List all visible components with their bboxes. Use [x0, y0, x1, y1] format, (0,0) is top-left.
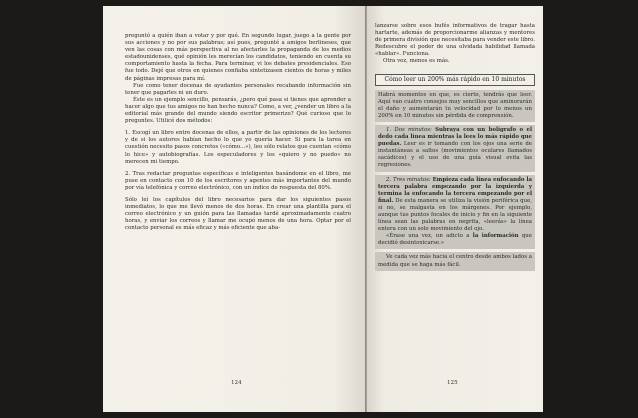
tip-label: 2. Tres minutos: — [386, 176, 431, 183]
paragraph: lanzarse sobre esos bufés informativos de tragar hasta hartarte, además de proporcionarme alianzas y mentores de primera división que necesitaba para vender este libro. Redescubre el poder de una olvidada habilidad llamada «hablar». Funciona. — [375, 23, 535, 58]
box-intro: Habrá momentos en que, es cierto, tendrás que leer. Aquí van cuatro consejos muy sencillos que aminorarán el daño y aumentarán tu velocidad por lo menos un 200% en 10 minutos sin pérdida de comprensión. — [378, 91, 532, 119]
paragraph: Fue como tener docenas de ayudantes personales recabando información sin tener que pagarles ni un duro. — [125, 82, 351, 96]
paragraph: Éste es un ejemplo sencillo, pensarás, ¿pero qué pasa si tienes que aprender a hacer algo que tus amigos no han hecho nunca? Como, a ver, ¿vender un libro a la editorial más grande del mundo siendo escritor primerizo? Qué curioso que lo preguntes. Utilicé dos métodos: — [125, 96, 351, 125]
tip-bold: Empieza cada línea enfocando la tercera palabra empezando por la izquierda y termina la enfocando la tercera empezando por el final. — [378, 176, 532, 204]
box-section — [375, 90, 535, 122]
paragraph: preguntó a quién iban a votar y por qué. En segundo lugar, juego a la gente por sus acciones y no por sus palabras; así pues, pregunté a amigos berlineses, que ven las cosas con más perspectiva al no afectarles la propaganda de los medios estadounidenses, qué opinión les merecían los candidatos, teniendo en cuenta su comportamiento hasta la fecha. Para terminar, vi los debates presidenciales. Eso fue todo. Dejé que otros en quienes confiaba sintetizasen cientos de horas y miles de páginas impresas para mí. — [125, 33, 351, 82]
tip-label: 1. Dos minutos: — [386, 126, 432, 133]
box-section — [375, 175, 535, 250]
list-item: 2. Tras redactar preguntas específicas e inteligentes basándome en el libro, me puse en contacto con 10 de los escritores y agentes más importantes del mundo por vía telefónica y correo electrónico, con un índice de respuesta del 80%. — [125, 170, 351, 191]
example-quote — [378, 233, 532, 247]
box-outro: Ve cada vez más hacia el centro desde ambos lados a medida que se haga más fácil. — [378, 254, 532, 268]
tip-body: De esta manera se utiliza la visión periférica que, si no, se malgasta en los márgenes. Por ejemplo, aunque tus puntos focales de inicio y fin en la siguiente línea sean las palabras en negrita, «leerás» la línea entera con un solo movimiento del ojo. — [378, 197, 532, 233]
left-page — [103, 6, 365, 412]
page-number: 125 — [447, 380, 458, 386]
right-page — [367, 6, 543, 412]
tip-body: Leer es ir tomando con los ojos una serie de instantáneas a saltos (movimientos oculares llamados sacádicos) y el uso de una guía visual evita las regresiones. — [378, 141, 532, 169]
page-number: 124 — [231, 380, 242, 386]
box-title: Cómo leer un 200% más rápido en 10 minutos — [375, 74, 535, 86]
paragraph: Otra vez, menos es más. — [383, 58, 450, 65]
paragraph: Sólo leí los capítulos del libro necesarios para dar los siguientes pasos inmediatos, lo que me llevó menos de dos horas. En crear una plantilla para el correo electrónico y un guión para las llamadas tardé aproximadamente cuatro horas, y enviar los correos y llamar me ocupó menos de una hora. Optar por el contacto personal es más eficaz y más eficiente que aba- — [125, 196, 351, 232]
tip-1 — [378, 127, 532, 170]
quote-bold: la información — [472, 233, 519, 240]
list-item: 1. Escogí un libro entre docenas de ellos, a partir de las opiniones de los lectores y de si los autores habían hecho lo que yo quería hacer. Si para la tarea en cuestión necesito pasos concretos («cómo...»), leo sólo relatos que cuentan «cómo lo hice» y autobiografías. Los especuladores y los «quiero y no puedo» no merecen mi tiempo. — [125, 130, 351, 165]
box-section — [375, 125, 535, 172]
tip-2 — [378, 177, 532, 234]
quote-end: que decidió desintoxicarse.» — [378, 233, 532, 247]
tip-bold: Subraya con un bolígrafo o el dedo cada línea mientras la lees lo más rápido que puedas. — [378, 126, 533, 148]
quote-start: «Érase una vez, un adicto a — [386, 233, 470, 240]
box-section — [375, 252, 535, 270]
